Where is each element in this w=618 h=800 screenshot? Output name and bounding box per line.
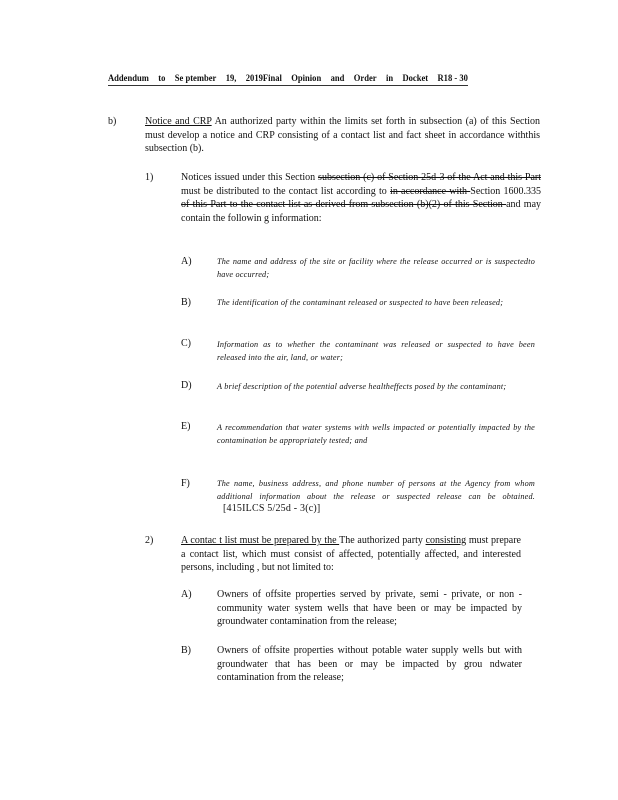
item-2-inserted-a: A contac t list must be prepared by the <box>181 535 340 546</box>
header-docket: Docket <box>402 74 429 84</box>
item-2-text-b: must prepare a contact list, which must consist of affected, potentially affected, and interested persons, including , but not limited to: <box>181 535 521 574</box>
item-1-text-d: and may contain the followin g information: <box>181 199 542 224</box>
subitem-c-text: Information as to whether the contaminant was released or suspected to have been released into the air, land, or water; <box>217 340 535 362</box>
item-2-subitem-b-text: Owners of offsite properties without potable water supply wells but with groundwater that has been or may be impacted by grou ndwater contamination from the release; <box>217 645 522 684</box>
section-b-title: Notice and CRP <box>145 116 212 127</box>
item-2-text-a: The authorized party <box>339 535 426 546</box>
subitem-b-marker: B) <box>181 297 191 308</box>
item-2-subitem-b-marker: B) <box>181 645 191 656</box>
subitem-d-marker: D) <box>181 380 192 391</box>
item-1-paragraph <box>181 171 541 225</box>
subitem-f-text <box>217 478 535 516</box>
header-opinion: Opinion <box>291 74 322 84</box>
header-year-title: 2019Final <box>245 74 282 84</box>
item-1-text-c: Section 1600.335 <box>470 185 541 197</box>
section-b-marker: b) <box>108 116 117 127</box>
statute-citation: [415ILCS 5/25d - 3(c)] <box>223 503 321 514</box>
item-2-marker: 2) <box>145 535 154 546</box>
subitem-d-text: A brief description of the potential adverse healtheffects posed by the contaminant; <box>217 382 507 391</box>
header-docket-number: R18 - 30 <box>437 74 468 84</box>
header-in: in <box>385 74 394 84</box>
item-1-marker: 1) <box>145 172 154 183</box>
item-2-inserted-b: consisting <box>425 535 467 546</box>
subitem-a-text: The name and address of the site or facility where the release occurred or is suspectedto have occurred; <box>217 257 535 279</box>
header-to: to <box>158 74 166 84</box>
item-1-deleted-a: subsection (c) of Section 25d-3 of the Act and this Part <box>318 172 541 183</box>
subitem-a-marker: A) <box>181 256 192 267</box>
subitem-f-body: The name, business address, and phone number of persons at the Agency from whom additional information about the release or suspected release can be obtained. <box>217 479 535 501</box>
header-addendum: Addendum <box>108 74 149 84</box>
subitem-b-text: The identification of the contaminant released or suspected to have been released; <box>217 298 504 307</box>
header-day: 19, <box>225 74 237 84</box>
section-b-text: An authorized party within the limits set forth in subsection (a) of this Section must develop a notice and CRP consisting of a contact list and fact sheet in accordance withthis subsection (b). <box>145 116 541 155</box>
subitem-c-marker: C) <box>181 338 191 349</box>
item-2-paragraph <box>181 534 521 575</box>
header-and: and <box>330 74 345 84</box>
item-1-text-a: Notices issued under this Section <box>181 172 319 183</box>
subitem-f-marker: F) <box>181 478 190 489</box>
subitem-e-marker: E) <box>181 421 191 432</box>
item-1-deleted-c: of this Part to the contact list as derived from subsection (b)(2) of this Section <box>181 199 507 211</box>
item-1-deleted-b: in accordance with <box>390 185 471 197</box>
item-2-subitem-a-text: Owners of offsite properties served by private, semi - private, or non - community water system wells that have been or may be impacted by groundwater contamination from the release; <box>217 589 522 628</box>
section-b-paragraph <box>145 115 540 156</box>
subitem-e-text: A recommendation that water systems with wells impacted or potentially impacted by the contamination be appropriately tested; and <box>217 423 535 445</box>
header-order: Order <box>353 74 377 84</box>
page-header <box>108 74 468 86</box>
header-month: Se ptember <box>174 74 217 84</box>
item-1-text-b: must be distributed to the contact list according to <box>181 185 391 197</box>
item-2-subitem-a-marker: A) <box>181 589 192 600</box>
